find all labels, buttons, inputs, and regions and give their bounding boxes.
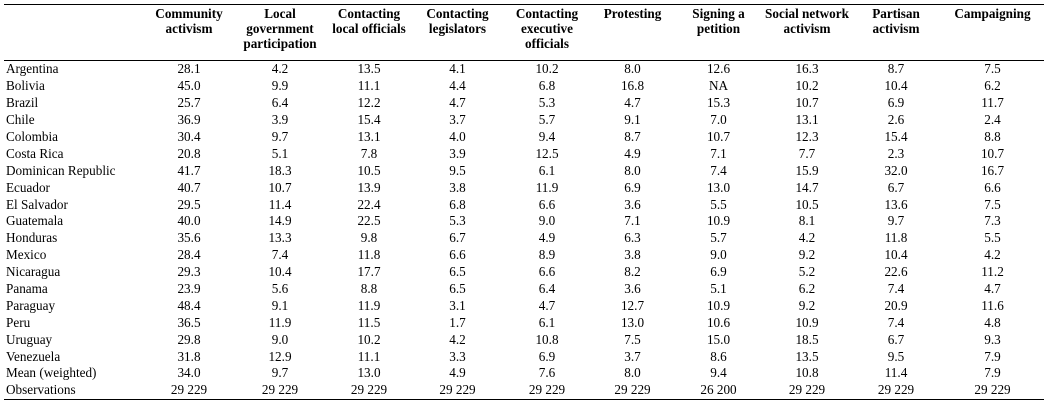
table-cell: 10.4 — [884, 247, 908, 263]
table-cell: 7.5 — [984, 61, 1001, 77]
table-cell: 13.5 — [357, 61, 381, 77]
table-cell: 10.9 — [706, 297, 731, 313]
table-cell: 4.2 — [984, 247, 1001, 263]
table-cell: 9.0 — [710, 247, 727, 263]
table-cell: 40.0 — [177, 213, 201, 229]
row-label: Guatemala — [6, 213, 64, 229]
table-cell: 9.1 — [624, 112, 641, 128]
row-label: Dominican Republic — [6, 162, 116, 178]
table-cell: 8.6 — [710, 348, 727, 364]
table-cell: 2.6 — [887, 112, 905, 128]
row-label: Paraguay — [6, 297, 56, 313]
table-cell: 2.4 — [984, 112, 1001, 128]
table-cell: 8.0 — [624, 365, 641, 381]
column-header: Community activism — [144, 5, 234, 61]
column-header: Contacting legislators — [412, 5, 503, 61]
table-cell: 3.9 — [271, 112, 289, 128]
row-label: Bolivia — [6, 78, 45, 94]
table-cell: 4.8 — [984, 314, 1001, 330]
table-cell: 12.3 — [795, 129, 819, 144]
table-cell: 8.0 — [624, 162, 641, 178]
row-label: Colombia — [6, 129, 59, 144]
table-row — [4, 297, 1044, 314]
row-label: Observations — [4, 382, 144, 399]
table-cell: 4.9 — [538, 230, 556, 246]
table-cell: 29 229 — [763, 382, 851, 399]
table-cell: 5.3 — [449, 213, 466, 229]
table-cell: 9.2 — [798, 297, 816, 313]
table-cell: 8.1 — [798, 213, 816, 229]
table-cell: 9.4 — [538, 129, 556, 144]
table-cell: 4.7 — [984, 281, 1001, 297]
header-cell-blank — [4, 5, 144, 61]
table-row — [4, 331, 1044, 348]
table-cell: 4.2 — [798, 230, 816, 246]
table-cell: 22.4 — [357, 196, 381, 212]
table-cell: 16.7 — [980, 162, 1005, 178]
table-cell: 32.0 — [884, 162, 908, 178]
table-cell: 28.4 — [177, 247, 201, 263]
table-cell: 6.2 — [798, 281, 816, 297]
table-cell: 9.7 — [271, 365, 289, 381]
table-cell: 29 229 — [412, 382, 503, 399]
table-cell: 7.4 — [710, 162, 727, 178]
table-cell: 6.9 — [538, 348, 556, 364]
table-cell: 13.0 — [357, 365, 381, 381]
table-cell: 12.9 — [268, 348, 292, 364]
table-cell: 29 229 — [851, 382, 941, 399]
table-cell: 1.7 — [449, 314, 466, 330]
table-cell: 8.0 — [624, 61, 641, 77]
row-label: Argentina — [6, 61, 59, 77]
table-cell: 2.3 — [887, 145, 905, 161]
table-body — [4, 61, 1044, 400]
table-cell: 9.1 — [271, 297, 289, 313]
table-cell: 5.3 — [538, 95, 556, 111]
table-cell: 20.8 — [177, 145, 201, 161]
table-cell: 6.3 — [624, 230, 641, 246]
table-cell: 6.6 — [538, 196, 556, 212]
table-cell: 12.5 — [535, 145, 559, 161]
table-cell: 3.7 — [624, 348, 641, 364]
table-cell: 10.2 — [795, 78, 819, 94]
table-cell: 11.9 — [535, 179, 559, 195]
table-cell: 7.4 — [887, 314, 905, 330]
table-cell: 9.8 — [360, 230, 378, 246]
table-cell: 6.8 — [538, 78, 556, 94]
table-cell: 13.5 — [795, 348, 819, 364]
table-cell: 12.6 — [706, 61, 731, 77]
table-row — [4, 314, 1044, 331]
table-cell: 7.7 — [798, 145, 816, 161]
table-cell: 3.3 — [449, 348, 466, 364]
table-row — [4, 179, 1044, 196]
table-cell: 13.3 — [268, 230, 292, 246]
row-label: Brazil — [6, 95, 39, 111]
table-row — [4, 365, 1044, 382]
row-label: Panama — [6, 281, 48, 297]
row-label: Nicaragua — [6, 264, 61, 280]
table-cell: 13.9 — [357, 179, 381, 195]
table-cell: 11.1 — [357, 78, 381, 94]
header-row — [4, 5, 1044, 61]
table-cell: 4.1 — [449, 61, 466, 77]
table-cell: 36.9 — [177, 112, 201, 128]
table-cell: 9.5 — [887, 348, 905, 364]
table-cell: 5.1 — [271, 145, 289, 161]
table-cell: 6.9 — [710, 264, 727, 280]
table-row — [4, 95, 1044, 112]
table-cell: 10.7 — [795, 95, 819, 111]
table-cell: 8.2 — [624, 264, 641, 280]
participation-table — [4, 4, 1044, 400]
table-cell: 22.6 — [884, 264, 908, 280]
table-cell: 29 229 — [503, 382, 591, 399]
row-label: Chile — [6, 112, 35, 128]
row-label: Mean (weighted) — [6, 365, 97, 381]
table-cell: 15.4 — [884, 129, 908, 144]
table-cell: 10.6 — [706, 314, 731, 330]
column-header: Partisan activism — [851, 5, 941, 61]
table-row — [4, 145, 1044, 162]
table-cell: 10.4 — [884, 78, 908, 94]
table-cell: 20.9 — [884, 297, 908, 313]
row-label: El Salvador — [6, 196, 68, 212]
row-label: Uruguay — [6, 331, 53, 347]
table-cell: 12.2 — [357, 95, 381, 111]
table-cell: 4.7 — [449, 95, 466, 111]
table-cell: 6.6 — [449, 247, 466, 263]
table-cell: 11.5 — [357, 314, 381, 330]
table-cell: 6.1 — [538, 314, 556, 330]
table-cell: 7.1 — [710, 145, 727, 161]
table-cell: 40.7 — [177, 179, 201, 195]
table-cell: 6.5 — [449, 264, 466, 280]
table-cell: 6.6 — [984, 179, 1001, 195]
table-cell: 9.9 — [271, 78, 289, 94]
table-cell: 3.6 — [624, 196, 641, 212]
table-cell: 8.9 — [538, 247, 556, 263]
table-cell: 15.4 — [357, 112, 381, 128]
table-cell: 11.9 — [357, 297, 381, 313]
table-cell: 30.4 — [177, 129, 201, 144]
column-header: Local government participation — [234, 5, 326, 61]
table-cell: 6.9 — [887, 95, 905, 111]
table-cell: 10.5 — [795, 196, 819, 212]
table-cell: 7.4 — [271, 247, 289, 263]
table-cell: 29 229 — [941, 382, 1044, 399]
table-cell: 5.5 — [710, 196, 727, 212]
table-cell: 35.6 — [177, 230, 201, 246]
table-cell: 25.7 — [177, 95, 201, 111]
table-cell: 4.9 — [449, 365, 466, 381]
table-cell: 13.1 — [795, 112, 819, 128]
table-cell: 6.4 — [538, 281, 556, 297]
table-cell: 13.0 — [706, 179, 731, 195]
table-cell: 41.7 — [177, 162, 201, 178]
table-cell: 3.8 — [449, 179, 466, 195]
table-row — [4, 196, 1044, 213]
table-cell: 4.2 — [449, 331, 466, 347]
table-cell: 34.0 — [177, 365, 201, 381]
table-row — [4, 78, 1044, 95]
table-cell: 10.8 — [795, 365, 819, 381]
table-cell: 6.9 — [624, 179, 641, 195]
column-header: Contacting executive officials — [503, 5, 591, 61]
table-cell: 26 200 — [674, 382, 763, 399]
table-cell: 4.4 — [449, 78, 466, 94]
table-cell: 6.5 — [449, 281, 466, 297]
table-cell: 31.8 — [177, 348, 201, 364]
table-row — [4, 382, 1044, 399]
table-cell: 11.4 — [884, 365, 908, 381]
table-cell: 7.6 — [538, 365, 556, 381]
row-label: Peru — [6, 314, 31, 330]
row-label: Costa Rica — [6, 145, 64, 161]
table-cell: 7.9 — [984, 365, 1001, 381]
column-header: Contacting local officials — [326, 5, 412, 61]
table-cell: 6.6 — [538, 264, 556, 280]
table-cell: 9.4 — [710, 365, 727, 381]
table-cell: 5.5 — [984, 230, 1001, 246]
table-cell: 13.6 — [884, 196, 908, 212]
table-row — [4, 213, 1044, 230]
table-cell: 10.2 — [535, 61, 559, 77]
table-cell: 12.7 — [620, 297, 645, 313]
table-cell: 28.1 — [177, 61, 201, 77]
table-row — [4, 61, 1044, 78]
column-header: Social network activism — [763, 5, 851, 61]
table-cell: 48.4 — [177, 297, 201, 313]
table-cell: 7.0 — [710, 112, 727, 128]
table-cell: 8.8 — [360, 281, 378, 297]
table-cell: 7.5 — [624, 331, 641, 347]
table-cell: 9.7 — [887, 213, 905, 229]
table-cell: 6.2 — [984, 78, 1001, 94]
row-label: Venezuela — [6, 348, 61, 364]
table-cell: 4.7 — [538, 297, 556, 313]
table-cell: 8.7 — [887, 61, 905, 77]
table-cell: 8.8 — [984, 129, 1001, 144]
table-cell: 36.5 — [177, 314, 201, 330]
table-cell: 10.7 — [268, 179, 292, 195]
table-cell: NA — [708, 78, 729, 94]
table-cell: 18.3 — [268, 162, 292, 178]
table-cell: 10.7 — [706, 129, 731, 144]
table-cell: 13.0 — [620, 314, 645, 330]
table-cell: 10.5 — [357, 162, 381, 178]
table-cell: 10.2 — [357, 331, 381, 347]
table-cell: 11.1 — [357, 348, 381, 364]
table-cell: 11.8 — [357, 247, 381, 263]
table-cell: 29 229 — [234, 382, 326, 399]
column-header: Protesting — [591, 5, 674, 61]
table-cell: 8.7 — [624, 129, 641, 144]
table-cell: 3.7 — [449, 112, 466, 128]
table-cell: 6.8 — [449, 196, 466, 212]
table-cell: 3.1 — [449, 297, 466, 313]
table-cell: 5.7 — [710, 230, 727, 246]
table-cell: 10.9 — [706, 213, 731, 229]
table-cell: 11.4 — [268, 196, 292, 212]
table-cell: 7.4 — [887, 281, 905, 297]
table-row — [4, 281, 1044, 298]
table-cell: 11.9 — [268, 314, 292, 330]
table-cell: 7.5 — [984, 196, 1001, 212]
table-cell: 6.7 — [887, 179, 905, 195]
table-cell: 29.5 — [177, 196, 201, 212]
table-cell: 6.4 — [271, 95, 289, 111]
table-cell: 15.3 — [706, 95, 731, 111]
table-cell: 7.1 — [624, 213, 641, 229]
table-cell: 4.2 — [271, 61, 289, 77]
table-cell: 3.9 — [449, 145, 466, 161]
row-label: Ecuador — [6, 179, 50, 195]
table-row — [4, 348, 1044, 365]
table-cell: 15.9 — [795, 162, 819, 178]
table-cell: 9.0 — [538, 213, 556, 229]
table-cell: 14.9 — [268, 213, 292, 229]
table-cell: 29 229 — [591, 382, 674, 399]
table-cell: 18.5 — [795, 331, 819, 347]
table-cell: 9.0 — [271, 331, 289, 347]
table-cell: 6.1 — [538, 162, 556, 178]
table-cell: 15.0 — [706, 331, 731, 347]
table-cell: 10.7 — [980, 145, 1005, 161]
table-cell: 29 229 — [144, 382, 234, 399]
table-cell: 16.8 — [620, 78, 645, 94]
table-cell: 11.7 — [981, 95, 1004, 111]
table-row — [4, 230, 1044, 247]
table-cell: 23.9 — [177, 281, 201, 297]
table-cell: 9.7 — [271, 129, 289, 144]
table-cell: 22.5 — [357, 213, 381, 229]
table-cell: 29 229 — [326, 382, 412, 399]
table-cell: 10.4 — [268, 264, 292, 280]
table-cell: 10.9 — [795, 314, 819, 330]
table-cell: 9.5 — [449, 162, 466, 178]
row-label: Honduras — [6, 230, 58, 246]
table-cell: 3.6 — [624, 281, 641, 297]
table-row — [4, 264, 1044, 281]
table-cell: 9.3 — [984, 331, 1001, 347]
table-cell: 7.8 — [360, 145, 378, 161]
table-cell: 17.7 — [357, 264, 381, 280]
table-row — [4, 162, 1044, 179]
table-cell: 9.2 — [798, 247, 816, 263]
table-cell: 4.9 — [624, 145, 641, 161]
table-cell: 11.8 — [884, 230, 908, 246]
table-row — [4, 129, 1044, 146]
table-cell: 5.2 — [798, 264, 816, 280]
table-cell: 14.7 — [795, 179, 819, 195]
table-cell: 45.0 — [177, 78, 201, 94]
table-cell: 11.2 — [981, 264, 1004, 280]
table-cell: 29.8 — [177, 331, 201, 347]
table-row — [4, 112, 1044, 129]
table-cell: 11.6 — [981, 297, 1004, 313]
table-cell: 29.3 — [177, 264, 201, 280]
table-cell: 4.7 — [624, 95, 641, 111]
column-header: Campaigning — [941, 5, 1044, 61]
table-cell: 6.7 — [887, 331, 905, 347]
table-cell: 5.6 — [271, 281, 289, 297]
table-cell: 6.7 — [449, 230, 466, 246]
table-cell: 13.1 — [357, 129, 381, 144]
column-header: Signing a petition — [674, 5, 763, 61]
table-cell: 7.3 — [984, 213, 1001, 229]
table-cell: 3.8 — [624, 247, 641, 263]
table-cell: 5.1 — [710, 281, 727, 297]
table-cell: 7.9 — [984, 348, 1001, 364]
table-row — [4, 247, 1044, 264]
table-cell: 4.0 — [449, 129, 466, 144]
row-label: Mexico — [6, 247, 47, 263]
table-cell: 16.3 — [795, 61, 819, 77]
table-cell: 10.8 — [535, 331, 559, 347]
table-cell: 5.7 — [538, 112, 556, 128]
